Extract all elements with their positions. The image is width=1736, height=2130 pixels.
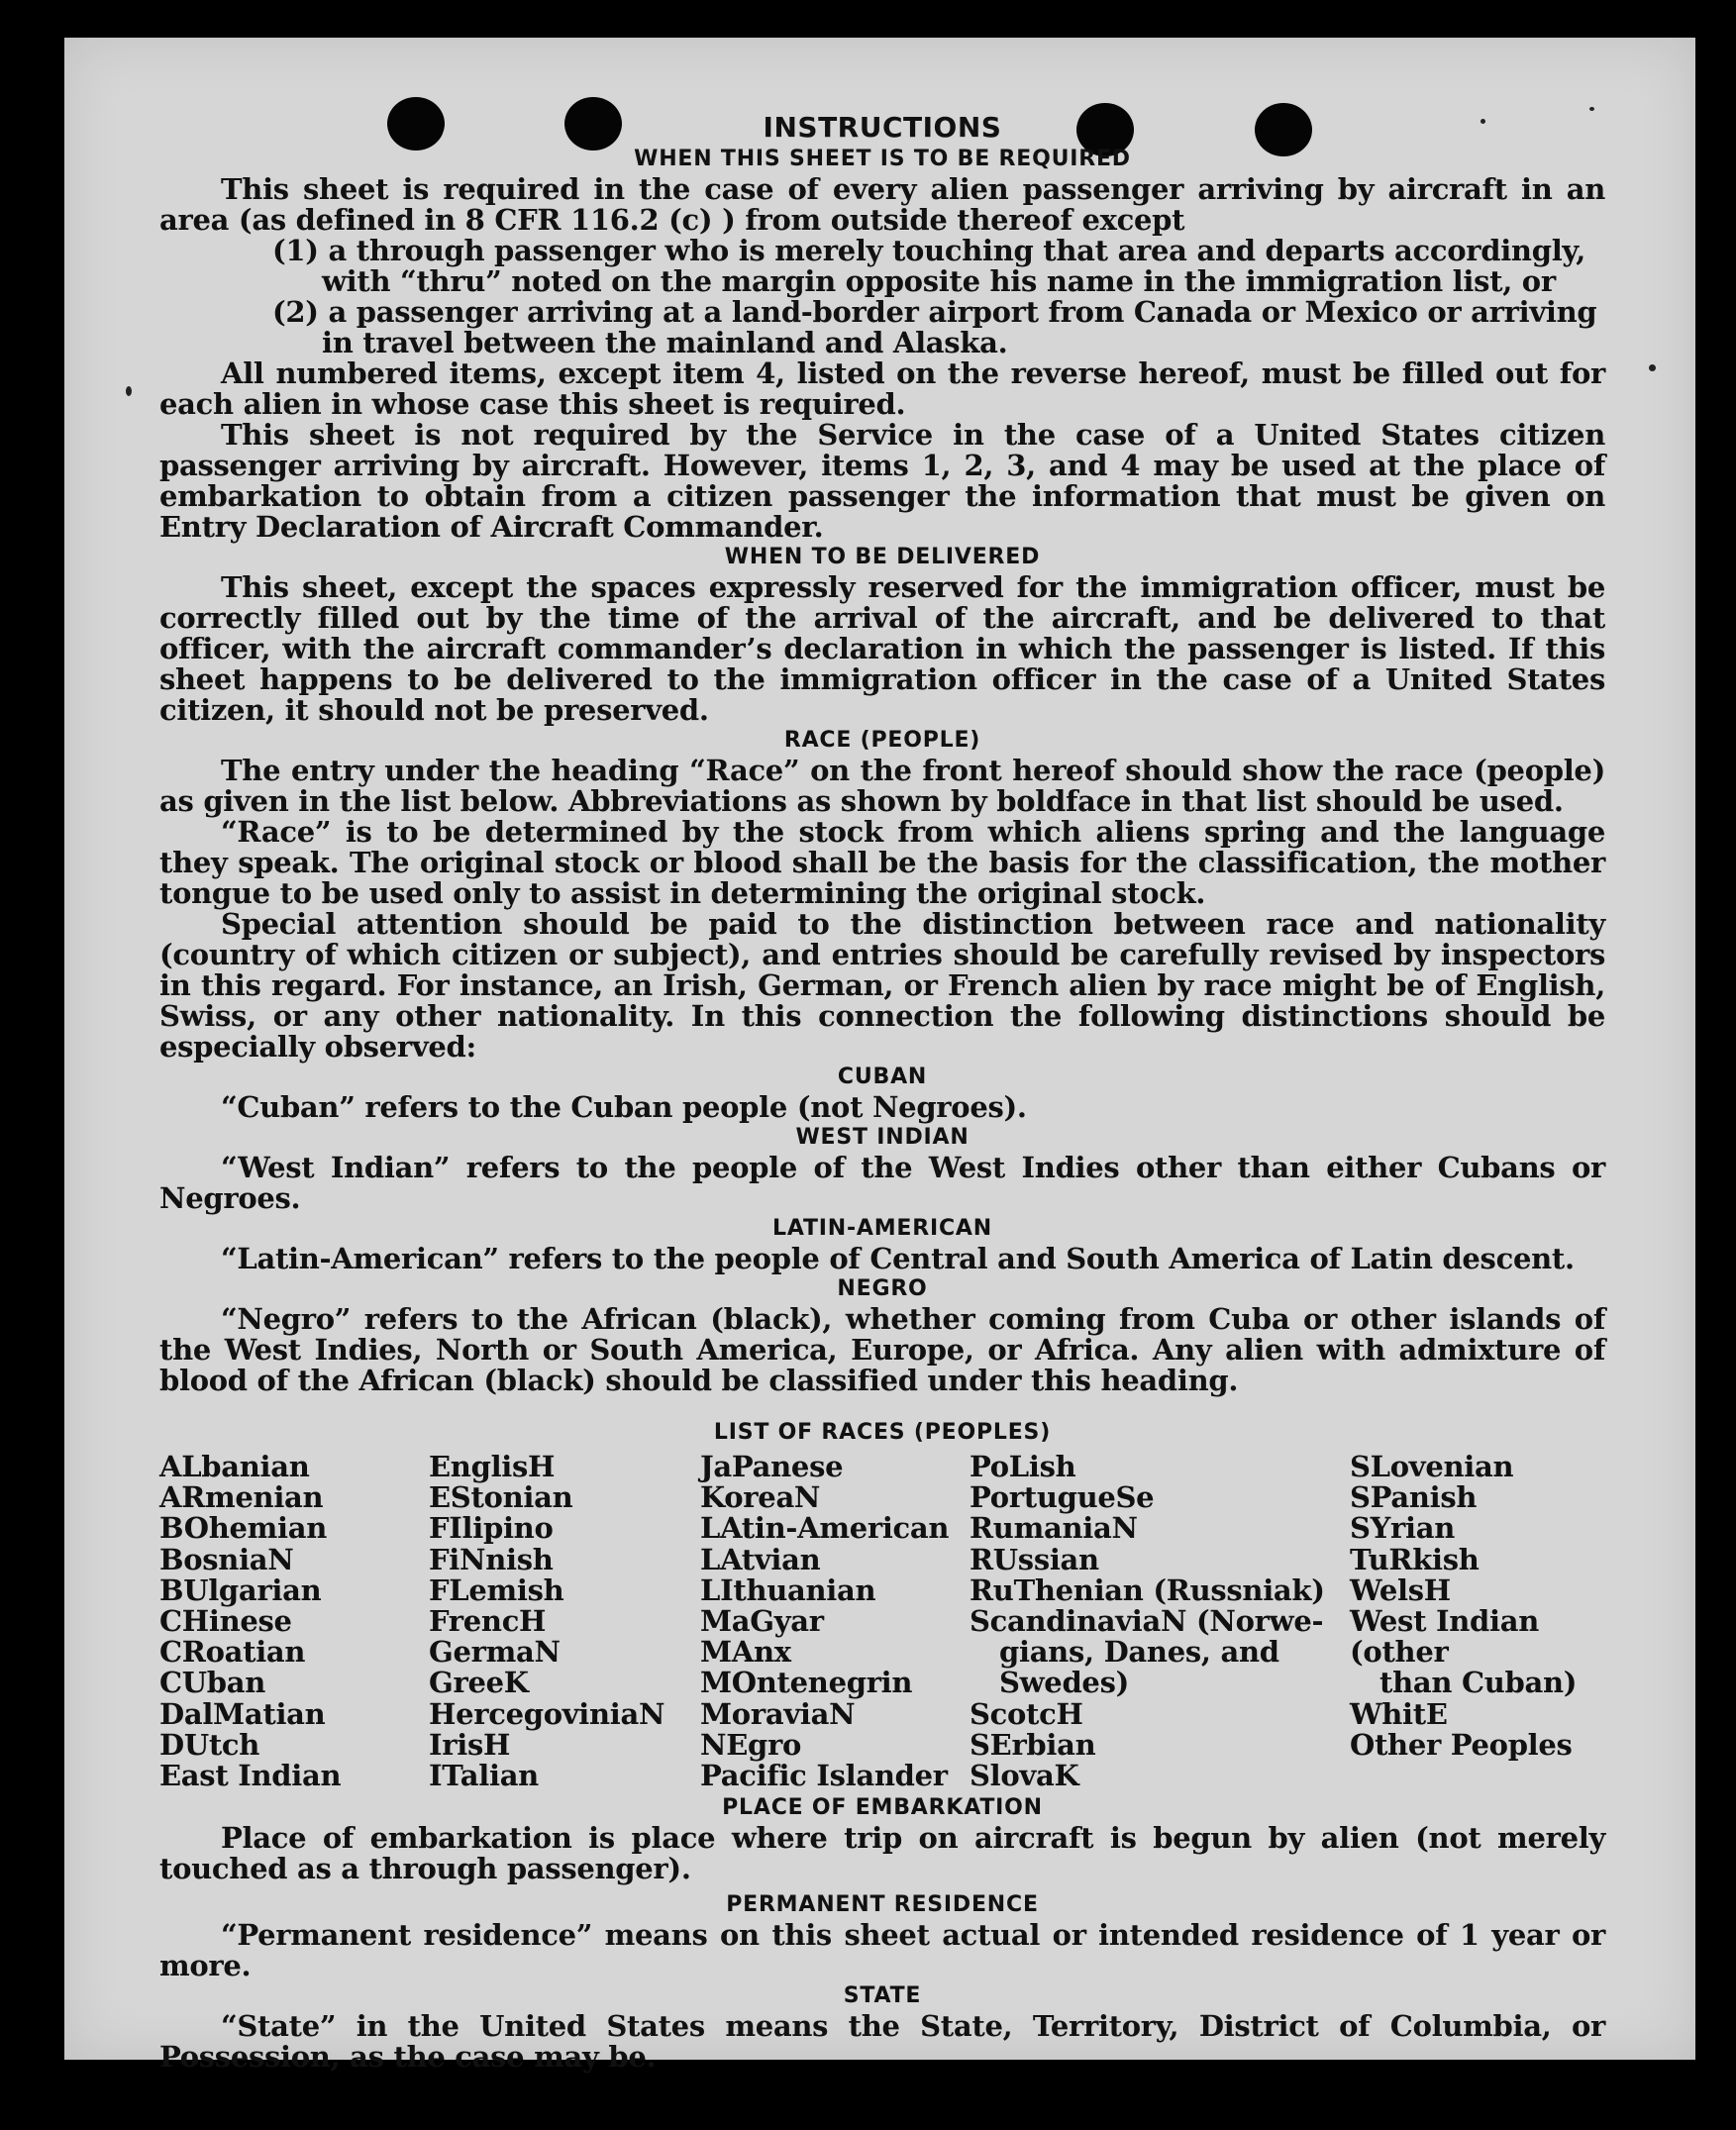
race-entry: MAnx (700, 1635, 791, 1670)
race-entry: SlovaK (970, 1759, 1079, 1793)
race-entry: LAtin-American (700, 1511, 950, 1546)
section-heading: RACE (PEOPLE) (783, 728, 981, 753)
paragraph: “West Indian” refers to the people of the West Indies other than either Cubans or Negroes. (159, 1151, 1605, 1215)
race-entry: SPanish (1350, 1480, 1478, 1515)
race-entry: WelsH (1350, 1572, 1451, 1607)
races-column (970, 1452, 1350, 1791)
paragraph: This sheet, except the spaces expressly reserved for the immigration officer, must be correctly filled out by the time of the arrival of the aircraft, and be delivered to that officer, with the aircraft commander’s declaration in which the passenger is listed. If this sheet happens to be delivered to the immigration officer in the case of a United States citizen, it should not be preserved. (159, 570, 1605, 727)
paragraph: This sheet is required in the case of every alien passenger arriving by aircraft in an area (as defined in 8 CFR 116.2 (c) ) from outside thereof except (159, 172, 1605, 237)
race-entry: MOntenegrin (700, 1666, 913, 1700)
race-entry: Pacific Islander (700, 1759, 948, 1793)
paragraph: “Permanent residence” means on this sheet actual or intended residence of 1 year or more. (159, 1918, 1605, 1983)
list-item: (1) a through passenger who is merely touching that area and departs accordingly, with “thru” noted on the margin opposite his name in the immigration list, or (272, 234, 1585, 298)
section-heading: STATE (843, 1983, 922, 2009)
instructions-text (159, 111, 1605, 2073)
race-entry: GermaN (429, 1635, 561, 1670)
race-entry: West Indian (other (1350, 1604, 1539, 1670)
section-heading: LATIN-AMERICAN (772, 1216, 992, 1241)
race-entry: ScandinaviaN (Norwe- (970, 1604, 1324, 1639)
race-entry: WhitE (1350, 1696, 1448, 1731)
race-entry: FIlipino (429, 1511, 554, 1546)
race-entry: EnglisH (429, 1450, 556, 1483)
race-entry: CUban (159, 1666, 266, 1700)
races-column (429, 1452, 700, 1791)
race-entry: ALbanian (159, 1450, 310, 1483)
race-entry: HercegoviniaN (429, 1696, 665, 1731)
race-entry: IrisH (429, 1727, 511, 1762)
race-entry: Swedes) (999, 1666, 1130, 1700)
race-entry: BOhemian (159, 1511, 328, 1546)
paragraph: “Cuban” refers to the Cuban people (not Negroes). (221, 1090, 1027, 1124)
race-entry: Other Peoples (1350, 1727, 1573, 1762)
races-column (159, 1452, 429, 1791)
race-entry: East Indian (159, 1759, 342, 1793)
race-entry: GreeK (429, 1666, 529, 1700)
race-entry: NEgro (700, 1727, 802, 1762)
race-entry: ScotcH (970, 1696, 1083, 1731)
race-entry: JaPanese (700, 1450, 844, 1483)
section-heading: PLACE OF EMBARKATION (722, 1795, 1043, 1821)
section-heading: WHEN THIS SHEET IS TO BE REQUIRED (634, 147, 1131, 171)
race-entry: LIthuanian (700, 1572, 876, 1607)
race-entry: SYrian (1350, 1511, 1456, 1546)
paragraph: The entry under the heading “Race” on the front hereof should show the race (people) as given in the list below. Abbreviations as shown by boldface in that list should be used. (159, 754, 1605, 818)
race-entry: RuThenian (Russniak) (970, 1572, 1325, 1607)
race-entry: MoraviaN (700, 1696, 856, 1731)
section-heading: WHEN TO BE DELIVERED (724, 545, 1041, 569)
race-entry: LAtvian (700, 1542, 821, 1576)
section-heading: PERMANENT RESIDENCE (726, 1892, 1039, 1918)
paragraph: This sheet is not required by the Service in the case of a United States citizen passenger arriving by aircraft. However, items 1, 2, 3, and 4 may be used at the place of embarkation to obtain from a citizen passenger the information that must be given on Entry Declaration of Aircraft Commander. (159, 418, 1605, 544)
paragraph: “Negro” refers to the African (black), whether coming from Cuba or other islands of the West Indies, North or South America, Europe, or Africa. Any alien with admixture of blood of the African (black) should be classified under this heading. (159, 1302, 1605, 1397)
race-entry: than Cuban) (1379, 1666, 1578, 1700)
race-entry: MaGyar (700, 1604, 824, 1639)
race-entry: CRoatian (159, 1635, 306, 1670)
dust-speck (1649, 364, 1656, 371)
paragraph: Special attention should be paid to the distinction between race and nationality (country of which citizen or subject), and entries should be carefully revised by inspectors in this regard. For instance, an Irish, German, or French alien by race might be of English, Swiss, or any other nationality. In this connection the following distinctions should be especially observed: (159, 907, 1605, 1064)
paragraph: “Race” is to be determined by the stock from which aliens spring and the language they speak. The original stock or blood shall be the basis for the classification, the mother tongue to be used only to assist in determining the original stock. (159, 815, 1605, 910)
section-heading: WEST INDIAN (795, 1125, 970, 1150)
race-entry: ITalian (429, 1759, 539, 1793)
section-heading: LIST OF RACES (PEOPLES) (713, 1420, 1052, 1445)
race-entry: BUlgarian (159, 1572, 322, 1607)
dust-speck (126, 386, 132, 396)
paragraph: All numbered items, except item 4, listed on the reverse hereof, must be filled out for each alien in whose case this sheet is required. (159, 356, 1605, 421)
races-list (159, 1452, 1605, 1791)
paragraph: “Latin-American” refers to the people of Central and South America of Latin descent. (221, 1242, 1575, 1275)
race-entry: PortugueSe (970, 1480, 1155, 1515)
race-entry: EStonian (429, 1480, 573, 1515)
paragraph: Place of embarkation is place where trip on aircraft is begun by alien (not merely touched as a through passenger). (159, 1821, 1605, 1886)
list-item: (2) a passenger arriving at a land-border airport from Canada or Mexico or arriving in travel between the mainland and Alaska. (272, 295, 1597, 359)
races-column (700, 1452, 970, 1791)
race-entry: CHinese (159, 1604, 292, 1639)
race-entry: PoLish (970, 1450, 1076, 1483)
race-entry: DUtch (159, 1727, 260, 1762)
paragraph: “State” in the United States means the State, Territory, District of Columbia, or Possession, as the case may be. (159, 2009, 1605, 2075)
race-entry: TuRkish (1350, 1542, 1480, 1576)
race-entry: FLemish (429, 1572, 564, 1607)
race-entry: SLovenian (1350, 1450, 1514, 1483)
race-entry: FiNnish (429, 1542, 554, 1576)
race-entry: RUssian (970, 1542, 1099, 1576)
document-sheet (64, 38, 1695, 2075)
page-title: INSTRUCTIONS (763, 111, 1002, 144)
race-entry: KoreaN (700, 1480, 821, 1515)
race-entry: BosniaN (159, 1542, 294, 1576)
race-entry: gians, Danes, and (999, 1635, 1279, 1670)
race-entry: FrencH (429, 1604, 547, 1639)
section-heading: NEGRO (837, 1276, 928, 1301)
race-entry: DalMatian (159, 1696, 326, 1731)
race-entry: RumaniaN (970, 1511, 1138, 1546)
races-column (1350, 1452, 1605, 1791)
race-entry: SErbian (970, 1727, 1096, 1762)
race-entry: ARmenian (159, 1480, 324, 1515)
section-heading: CUBAN (837, 1065, 928, 1089)
